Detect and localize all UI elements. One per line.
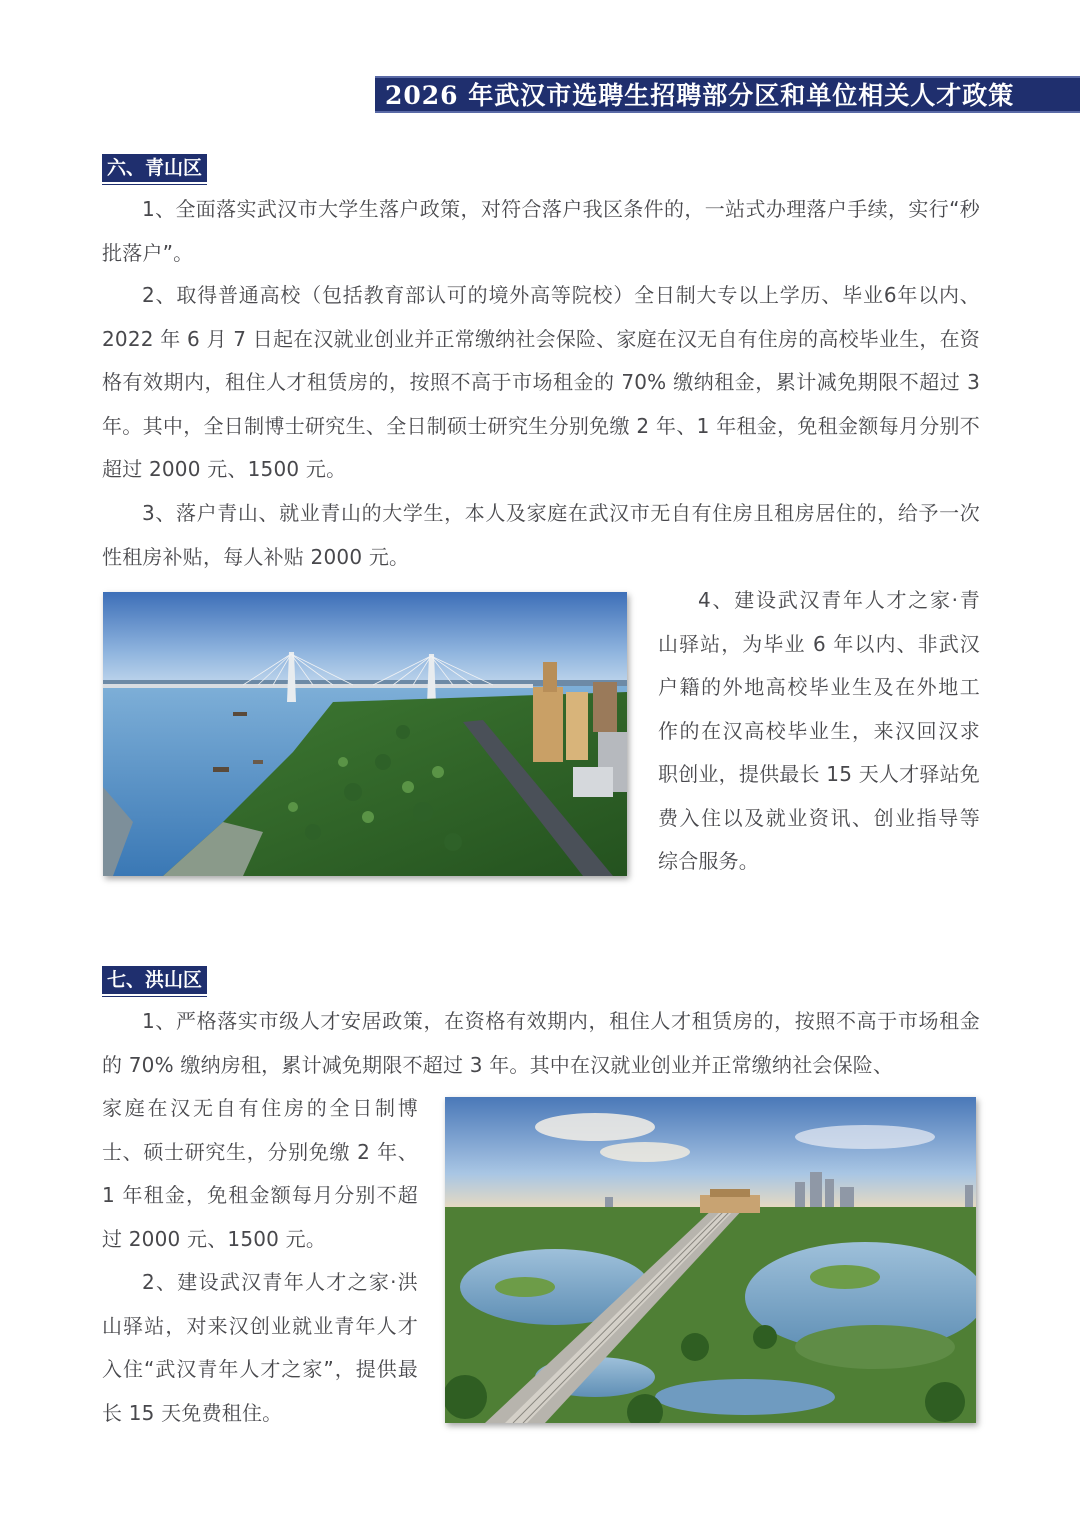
qingshan-policy-4: 4、建设武汉青年人才之家·青山驿站，为毕业 6 年以内、非武汉户籍的外地高校毕业生及在外地工作的在汉高校毕业生，来汉回汉求职创业，提供最长 15 天人才驿站免费入住以及就业资讯、创业指导等综合服务。 [658, 588, 980, 873]
qingshan-policy-2: 2、取得普通高校（包括教育部认可的境外高等院校）全日制大专以上学历、毕业6年以内、2022 年 6 月 7 日起在汉就业创业并正常缴纳社会保险、家庭在汉无自有住房的高校毕业生，在资格有效期内，租住人才租赁房的，按照不高于市场租金的 70% 缴纳租金，累计减免期限不超过 3 年。其中，全日制博士研究生、全日制硕士研究生分别免缴 2 年、1 年租金，免租金额每月分别不超过 2000 元、1500 元。 [102, 283, 980, 481]
section-heading-qingshan: 六、青山区 [102, 154, 207, 182]
hongshan-policy-1-continued: 家庭在汉无自有住房的全日制博士、硕士研究生，分别免缴 2 年、1 年租金，免租金额每月分别不超过 2000 元、1500 元。 [102, 1096, 418, 1251]
page-title-banner [375, 76, 1080, 113]
qingshan-policy-1: 1、全面落实武汉市大学生落户政策，对符合落户我区条件的，一站式办理落户手续，实行“秒批落户”。 [102, 197, 980, 265]
page-title: 2026 年武汉市选聘生招聘部分区和单位相关人才政策 [385, 81, 1015, 110]
section-heading-hongshan: 七、洪山区 [102, 966, 207, 994]
qingshan-policy-3: 3、落户青山、就业青山的大学生，本人及家庭在武汉市无自有住房且租房居住的，给予一次性租房补贴，每人补贴 2000 元。 [102, 501, 980, 569]
hongshan-policy-2: 2、建设武汉青年人才之家·洪山驿站，对来汉创业就业青年人才入住“武汉青年人才之家”，提供最长 15 天免费租住。 [102, 1270, 418, 1425]
hongshan-wetland-photo [445, 1097, 976, 1423]
hongshan-policy-1: 1、严格落实市级人才安居政策，在资格有效期内，租住人才租赁房的，按照不高于市场租金的 70% 缴纳房租，累计减免期限不超过 3 年。其中在汉就业创业并正常缴纳社会保险、 [102, 1009, 980, 1077]
qingshan-riverside-photo [103, 592, 627, 876]
